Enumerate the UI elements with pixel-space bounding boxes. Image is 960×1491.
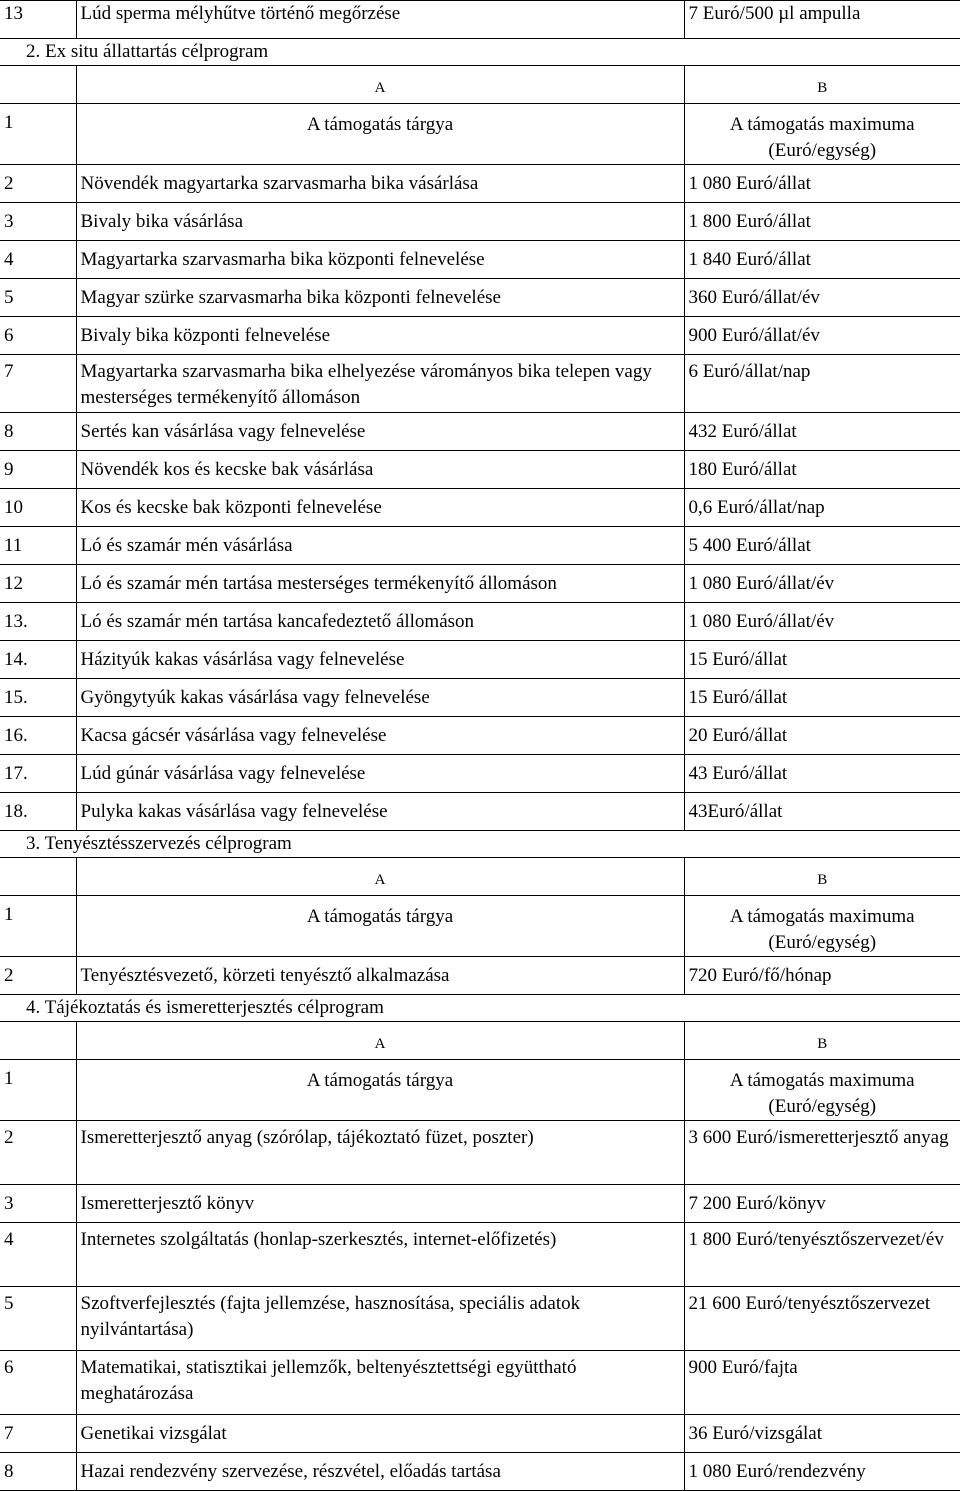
row-max: 1 080 Euró/állat/év (684, 603, 960, 641)
row-max: 360 Euró/állat/év (684, 279, 960, 317)
row-max: 1 800 Euró/állat (684, 203, 960, 241)
row-number: 4 (0, 241, 76, 279)
table-row (0, 565, 960, 603)
row-max: 7 200 Euró/könyv (684, 1185, 960, 1223)
header-number: 1 (0, 104, 76, 165)
header-subject: A támogatás tárgya (76, 896, 684, 957)
row-subject: Ismeretterjesztő anyag (szórólap, tájékoztató füzet, poszter) (76, 1121, 684, 1185)
column-letter-a: A (76, 66, 684, 104)
table-row (0, 1453, 960, 1491)
row-max: 36 Euró/vizsgálat (684, 1415, 960, 1453)
row-number: 8 (0, 1453, 76, 1491)
column-letter-row (0, 66, 960, 104)
table-row (0, 679, 960, 717)
header-row (0, 1060, 960, 1121)
row-max: 7 Euró/500 µl ampulla (684, 1, 960, 39)
row-number: 2 (0, 957, 76, 995)
table-row (0, 489, 960, 527)
row-subject: Magyartarka szarvasmarha bika elhelyezése várományos bika telepen vagy mesterséges termékenyítő állomáson (76, 355, 684, 413)
column-letter-a: A (76, 1022, 684, 1060)
table-row (0, 603, 960, 641)
table-row (0, 1287, 960, 1351)
column-letter-row (0, 1022, 960, 1060)
row-max: 900 Euró/állat/év (684, 317, 960, 355)
header-max: A támogatás maximuma (Euró/egység) (684, 896, 960, 957)
row-number: 6 (0, 1351, 76, 1415)
column-letter-empty (0, 858, 76, 896)
table-row (0, 1223, 960, 1287)
row-subject: Pulyka kakas vásárlása vagy felnevelése (76, 793, 684, 831)
table-row (0, 1415, 960, 1453)
header-row (0, 104, 960, 165)
column-letter-a: A (76, 858, 684, 896)
table-row (0, 1121, 960, 1185)
row-subject: Bivaly bika vásárlása (76, 203, 684, 241)
table-section-3 (0, 857, 960, 995)
column-letter-b: B (684, 1022, 960, 1060)
row-number: 2 (0, 165, 76, 203)
row-number: 10 (0, 489, 76, 527)
row-number: 16. (0, 717, 76, 755)
row-subject: Genetikai vizsgálat (76, 1415, 684, 1453)
table-row (0, 165, 960, 203)
table-row (0, 279, 960, 317)
row-subject: Internetes szolgáltatás (honlap-szerkesztés, internet-előfizetés) (76, 1223, 684, 1287)
table-row (0, 957, 960, 995)
row-subject: Matematikai, statisztikai jellemzők, beltenyésztettségi együttható meghatározása (76, 1351, 684, 1415)
row-max: 5 400 Euró/állat (684, 527, 960, 565)
row-subject: Növendék magyartarka szarvasmarha bika vásárlása (76, 165, 684, 203)
row-number: 8 (0, 413, 76, 451)
column-letter-b: B (684, 66, 960, 104)
row-max: 720 Euró/fő/hónap (684, 957, 960, 995)
row-subject: Kacsa gácsér vásárlása vagy felnevelése (76, 717, 684, 755)
table-section-4 (0, 1021, 960, 1491)
row-subject: Ismeretterjesztő könyv (76, 1185, 684, 1223)
table-row (0, 203, 960, 241)
row-subject: Szoftverfejlesztés (fajta jellemzése, hasznosítása, speciális adatok nyilvántartása) (76, 1287, 684, 1351)
table-row (0, 355, 960, 413)
row-subject: Tenyésztésvezető, körzeti tenyésztő alkalmazása (76, 957, 684, 995)
table-row (0, 717, 960, 755)
row-number: 17. (0, 755, 76, 793)
row-number: 11 (0, 527, 76, 565)
row-subject: Ló és szamár mén tartása kancafedeztető állomáson (76, 603, 684, 641)
row-subject: Ló és szamár mén tartása mesterséges termékenyítő állomáson (76, 565, 684, 603)
row-number: 3 (0, 203, 76, 241)
row-subject: Gyöngytyúk kakas vásárlása vagy felnevelése (76, 679, 684, 717)
row-subject: Ló és szamár mén vásárlása (76, 527, 684, 565)
header-max: A támogatás maximuma (Euró/egység) (684, 1060, 960, 1121)
row-number: 7 (0, 355, 76, 413)
table-row (0, 1351, 960, 1415)
row-max: 0,6 Euró/állat/nap (684, 489, 960, 527)
header-row (0, 896, 960, 957)
row-subject: Növendék kos és kecske bak vásárlása (76, 451, 684, 489)
row-number: 6 (0, 317, 76, 355)
row-subject: Lúd gúnár vásárlása vagy felnevelése (76, 755, 684, 793)
table-section-2 (0, 65, 960, 831)
header-subject: A támogatás tárgya (76, 1060, 684, 1121)
table-row (0, 1, 960, 39)
row-number: 3 (0, 1185, 76, 1223)
header-subject: A támogatás tárgya (76, 104, 684, 165)
table-top (0, 0, 960, 39)
row-max: 1 080 Euró/rendezvény (684, 1453, 960, 1491)
table-row (0, 413, 960, 451)
row-max: 1 840 Euró/állat (684, 241, 960, 279)
table-row (0, 793, 960, 831)
row-max: 1 080 Euró/állat (684, 165, 960, 203)
header-max: A támogatás maximuma (Euró/egység) (684, 104, 960, 165)
header-number: 1 (0, 1060, 76, 1121)
row-subject: Magyartarka szarvasmarha bika központi felnevelése (76, 241, 684, 279)
table-row (0, 451, 960, 489)
row-number: 15. (0, 679, 76, 717)
section-title-4: 4. Tájékoztatás és ismeretterjesztés célprogram (26, 997, 384, 1018)
row-max: 21 600 Euró/tenyésztőszervezet (684, 1287, 960, 1351)
row-max: 20 Euró/állat (684, 717, 960, 755)
column-letter-b: B (684, 858, 960, 896)
column-letter-row (0, 858, 960, 896)
section-title-2: 2. Ex situ állattartás célprogram (26, 41, 269, 62)
row-max: 1 080 Euró/állat/év (684, 565, 960, 603)
row-number: 4 (0, 1223, 76, 1287)
column-letter-empty (0, 1022, 76, 1060)
row-number: 18. (0, 793, 76, 831)
row-max: 432 Euró/állat (684, 413, 960, 451)
table-row (0, 755, 960, 793)
row-max: 900 Euró/fajta (684, 1351, 960, 1415)
row-max: 3 600 Euró/ismeretterjesztő anyag (684, 1121, 960, 1185)
row-max: 43Euró/állat (684, 793, 960, 831)
row-max: 1 800 Euró/tenyésztőszervezet/év (684, 1223, 960, 1287)
row-number: 13 (0, 1, 76, 39)
header-number: 1 (0, 896, 76, 957)
table-row (0, 1185, 960, 1223)
table-row (0, 527, 960, 565)
row-number: 5 (0, 1287, 76, 1351)
row-number: 2 (0, 1121, 76, 1185)
row-subject: Lúd sperma mélyhűtve történő megőrzése (76, 1, 684, 39)
table-row (0, 241, 960, 279)
column-letter-empty (0, 66, 76, 104)
row-subject: Hazai rendezvény szervezése, részvétel, előadás tartása (76, 1453, 684, 1491)
row-max: 6 Euró/állat/nap (684, 355, 960, 413)
table-row (0, 641, 960, 679)
row-max: 180 Euró/állat (684, 451, 960, 489)
row-number: 12 (0, 565, 76, 603)
row-number: 14. (0, 641, 76, 679)
row-subject: Kos és kecske bak központi felnevelése (76, 489, 684, 527)
row-subject: Házityúk kakas vásárlása vagy felnevelése (76, 641, 684, 679)
row-number: 9 (0, 451, 76, 489)
row-max: 15 Euró/állat (684, 679, 960, 717)
table-row (0, 317, 960, 355)
row-number: 5 (0, 279, 76, 317)
row-subject: Magyar szürke szarvasmarha bika központi felnevelése (76, 279, 684, 317)
row-subject: Bivaly bika központi felnevelése (76, 317, 684, 355)
row-max: 43 Euró/állat (684, 755, 960, 793)
row-number: 7 (0, 1415, 76, 1453)
section-title-3: 3. Tenyésztésszervezés célprogram (26, 833, 292, 854)
row-max: 15 Euró/állat (684, 641, 960, 679)
row-subject: Sertés kan vásárlása vagy felnevelése (76, 413, 684, 451)
row-number: 13. (0, 603, 76, 641)
